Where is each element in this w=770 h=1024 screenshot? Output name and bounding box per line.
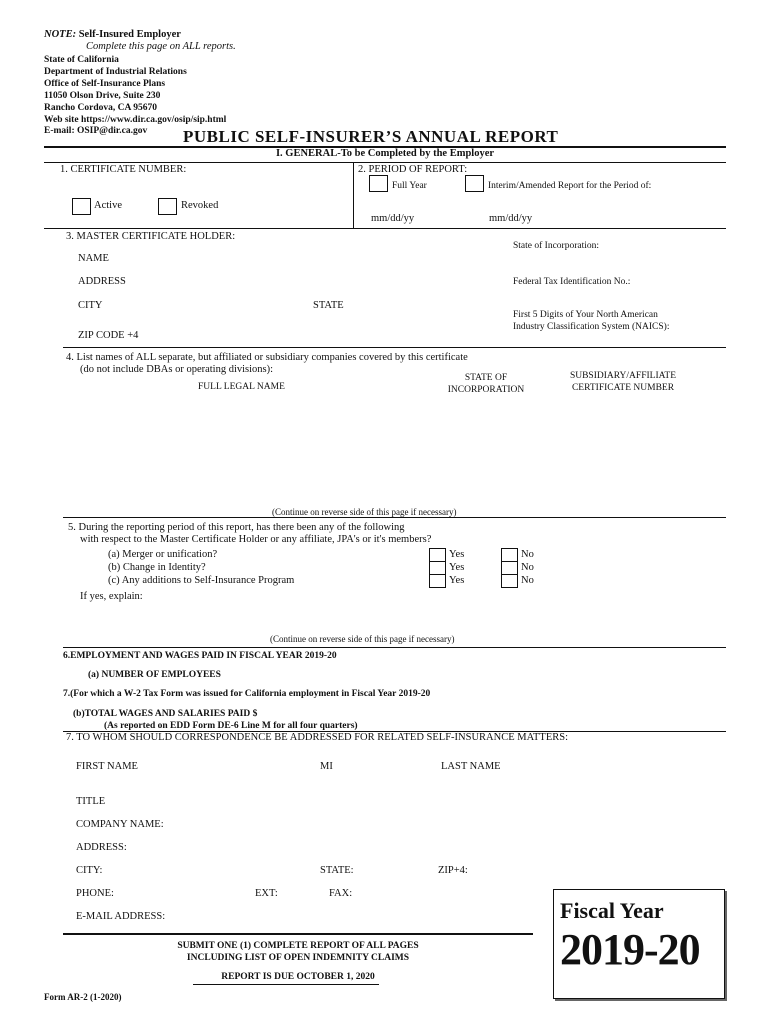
submit-instruction-2: INCLUDING LIST OF OPEN INDEMNITY CLAIMS xyxy=(186,953,410,963)
divider xyxy=(63,347,726,348)
email-line[interactable]: E-mail: OSIP@dir.ca.gov xyxy=(44,126,148,136)
agency-address xyxy=(44,54,226,126)
col-state-line: INCORPORATION xyxy=(447,385,525,395)
contact-state-label: STATE: xyxy=(320,865,354,876)
email-address-label: E-MAIL ADDRESS: xyxy=(76,911,166,922)
form-id: Form AR-2 (1-2020) xyxy=(44,992,122,1002)
divider xyxy=(63,647,726,648)
yes-label: Yes xyxy=(449,549,465,560)
affiliates-instructions-2: (do not include DBAs or operating divisions): xyxy=(80,364,274,375)
fiscal-year-label: Fiscal Year xyxy=(560,898,664,923)
col-subsidiary-cert-number xyxy=(548,370,698,394)
first-name-label: FIRST NAME xyxy=(76,761,138,772)
affiliates-instructions: 4. List names of ALL separate, but affiliated or subsidiary companies covered by this certificate xyxy=(66,352,468,363)
col-sub-line: CERTIFICATE NUMBER xyxy=(571,383,675,393)
fiscal-year-box xyxy=(553,889,725,999)
period-of-report-label: 2. PERIOD OF REPORT: xyxy=(358,164,468,175)
note-subtext: Complete this page on ALL reports. xyxy=(86,41,236,52)
merger-no-checkbox[interactable] xyxy=(501,548,518,562)
additions-no-checkbox[interactable] xyxy=(501,574,518,588)
note-label-text: NOTE: xyxy=(44,29,77,40)
full-year-label: Full Year xyxy=(392,181,427,191)
address-line: Department of Industrial Relations xyxy=(44,67,187,77)
w2-note: 7.(For which a W-2 Tax Form was issued for California employment in Fiscal Year 2019-20 xyxy=(63,689,431,699)
no-label: No xyxy=(521,575,534,586)
zip-label: ZIP CODE +4 xyxy=(78,330,139,341)
contact-city-label: CITY: xyxy=(76,865,103,876)
master-cert-holder-label: 3. MASTER CERTIFICATE HOLDER: xyxy=(66,231,236,242)
due-date-underline xyxy=(193,984,379,985)
changes-question: 5. During the reporting period of this report, has there been any of the following xyxy=(68,522,405,533)
fiscal-year-value: 2019-20 xyxy=(560,925,700,974)
note-text: Self-Insured Employer xyxy=(78,29,181,40)
address-label: ADDRESS xyxy=(78,276,126,287)
period-end-date[interactable]: mm/dd/yy xyxy=(489,213,533,224)
certificate-number-label: 1. CERTIFICATE NUMBER: xyxy=(60,164,187,175)
col-sub-line: SUBSIDIARY/AFFILIATE xyxy=(569,371,677,381)
no-label: No xyxy=(521,562,534,573)
city-label: CITY xyxy=(78,300,103,311)
divider xyxy=(63,933,533,935)
section-general-heading: I. GENERAL-To be Completed by the Employer xyxy=(275,148,495,159)
mi-label: MI xyxy=(320,761,333,772)
divider xyxy=(44,228,726,229)
changes-question-2: with respect to the Master Certificate Holder or any affiliate, JPA's or it's members? xyxy=(80,534,432,545)
additions-yes-checkbox[interactable] xyxy=(429,574,446,588)
col-state-of-incorporation xyxy=(430,372,542,396)
due-date-notice: REPORT IS DUE OCTOBER 1, 2020 xyxy=(221,972,375,982)
full-year-checkbox[interactable] xyxy=(369,175,388,192)
revoked-label: Revoked xyxy=(181,200,219,211)
contact-zip-label: ZIP+4: xyxy=(438,865,468,876)
correspondence-heading: 7. TO WHOM SHOULD CORRESPONDENCE BE ADDRESSED FOR RELATED SELF-INSURANCE MATTERS: xyxy=(66,732,569,743)
explain-label: If yes, explain: xyxy=(80,591,143,602)
address-line: Rancho Cordova, CA 95670 xyxy=(44,103,157,113)
revoked-checkbox[interactable] xyxy=(158,198,177,215)
active-label: Active xyxy=(94,200,122,211)
col-full-legal-name: FULL LEGAL NAME xyxy=(198,382,285,392)
contact-address-label: ADDRESS: xyxy=(76,842,127,853)
company-name-label: COMPANY NAME: xyxy=(76,819,164,830)
no-label: No xyxy=(521,549,534,560)
divider-vertical xyxy=(353,162,354,228)
submit-instruction-1: SUBMIT ONE (1) COMPLETE REPORT OF ALL PAGES xyxy=(177,941,419,951)
identity-yes-checkbox[interactable] xyxy=(429,561,446,575)
title-label: TITLE xyxy=(76,796,106,807)
ext-label: EXT: xyxy=(255,888,278,899)
website-line[interactable]: Web site https://www.dir.ca.gov/osip/sip.html xyxy=(44,115,227,125)
identity-no-checkbox[interactable] xyxy=(501,561,518,575)
report-title: PUBLIC SELF-INSURER’S ANNUAL REPORT xyxy=(183,127,559,146)
divider xyxy=(44,162,726,163)
interim-checkbox[interactable] xyxy=(465,175,484,192)
fein-label: Federal Tax Identification No.: xyxy=(513,277,631,287)
fax-label: FAX: xyxy=(329,888,353,899)
continue-note: (Continue on reverse side of this page if necessary) xyxy=(270,634,455,644)
active-checkbox[interactable] xyxy=(72,198,91,215)
interim-label: Interim/Amended Report for the Period of: xyxy=(488,181,652,191)
naics-label-1: First 5 Digits of Your North American xyxy=(513,310,658,320)
period-start-date[interactable]: mm/dd/yy xyxy=(371,213,415,224)
address-line: 11050 Olson Drive, Suite 230 xyxy=(44,91,161,101)
continue-note: (Continue on reverse side of this page if necessary) xyxy=(272,507,457,517)
additions-label: (c) Any additions to Self-Insurance Program xyxy=(108,575,295,586)
wages-source-note: (As reported on EDD Form DE-6 Line M for all four quarters) xyxy=(104,721,358,731)
state-label: STATE xyxy=(313,300,344,311)
address-line: State of California xyxy=(44,55,119,65)
yes-label: Yes xyxy=(449,562,465,573)
merger-label: (a) Merger or unification? xyxy=(108,549,218,560)
col-state-line: STATE OF xyxy=(464,373,508,383)
total-wages-label: (b)TOTAL WAGES AND SALARIES PAID $ xyxy=(73,709,258,719)
state-of-incorporation-label: State of Incorporation: xyxy=(513,241,600,251)
merger-yes-checkbox[interactable] xyxy=(429,548,446,562)
yes-label: Yes xyxy=(449,575,465,586)
phone-label: PHONE: xyxy=(76,888,114,899)
number-of-employees-label: (a) NUMBER OF EMPLOYEES xyxy=(88,670,221,680)
address-line: Office of Self-Insurance Plans xyxy=(44,79,166,89)
naics-label-2: Industry Classification System (NAICS): xyxy=(513,322,670,332)
last-name-label: LAST NAME xyxy=(441,761,501,772)
name-label: NAME xyxy=(78,253,109,264)
identity-change-label: (b) Change in Identity? xyxy=(108,562,206,573)
note-label xyxy=(44,29,181,40)
divider xyxy=(63,517,726,518)
employment-wages-heading: 6.EMPLOYMENT AND WAGES PAID IN FISCAL YEAR 2019-20 xyxy=(63,651,337,661)
